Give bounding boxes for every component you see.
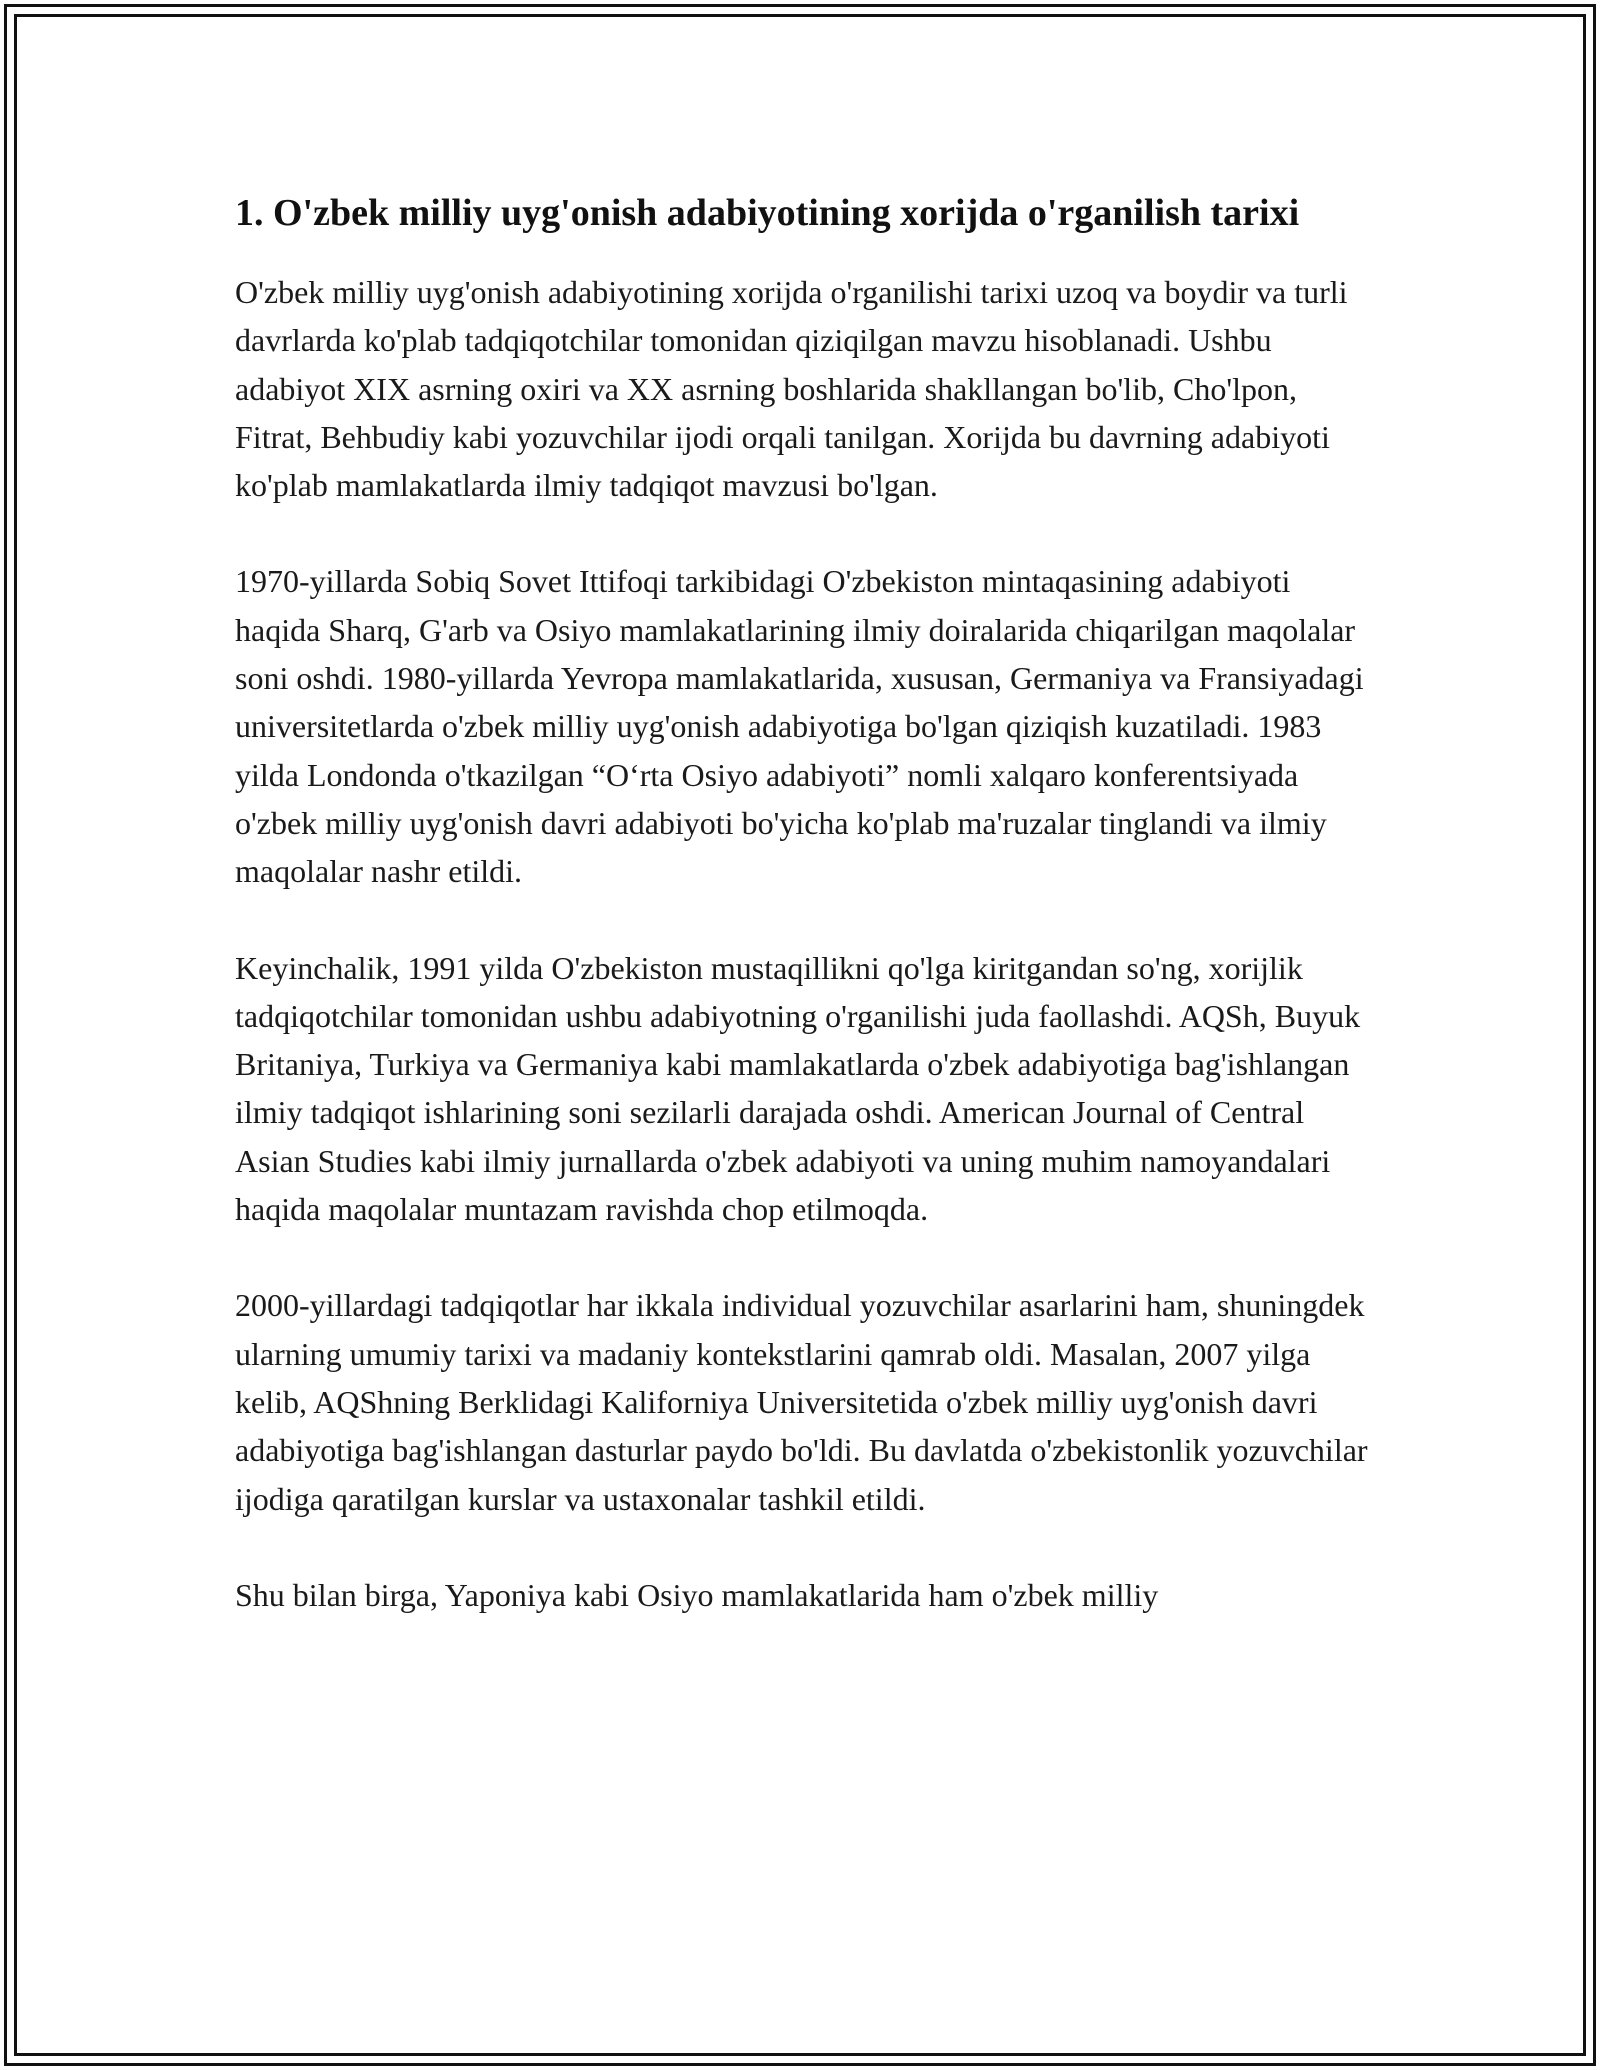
section-heading: 1. O'zbek milliy uyg'onish adabiyotining xorijda o'rganilish tarixi bbox=[235, 192, 1300, 234]
paragraph-1: O'zbek milliy uyg'onish adabiyotining xorijda o'rganilishi tarixi uzoq va boydir va turli davrlarda ko'plab tadqiqotchilar tomonidan qiziqilgan mavzu hisoblanadi. Ushbu adabiyot XIX asrning oxiri va XX asrning boshlarida shakllangan bo'lib, Cho'lpon, Fitrat, Behbudiy kabi yozuvchilar ijodi orqali tanilgan. Xorijda bu davrning adabiyoti ko'plab mamlakatlarda ilmiy tadqiqot mavzusi bo'lgan. bbox=[235, 274, 1348, 504]
paragraph-2: 1970-yillarda Sobiq Sovet Ittifoqi tarkibidagi O'zbekiston mintaqasining adabiyoti haqida Sharq, G'arb va Osiyo mamlakatlarining ilmiy doiralarida chiqarilgan maqolalar soni oshdi. 1980-yillarda Yevropa mamlakatlarida, xususan, Germaniya va Fransiyadagi universitetlarda o'zbek milliy uyg'onish adabiyotiga bo'lgan qiziqish kuzatiladi. 1983 yilda Londonda o'tkazilgan “O‘rta Osiyo adabiyoti” nomli xalqaro konferentsiyada o'zbek milliy uyg'onish davri adabiyoti bo'yicha ko'plab ma'ruzalar tinglandi va ilmiy maqolalar nashr etildi. bbox=[235, 563, 1364, 890]
paragraph-5: Shu bilan birga, Yaponiya kabi Osiyo mamlakatlarida ham o'zbek milliy bbox=[235, 1576, 1159, 1613]
paragraph-4: 2000-yillardagi tadqiqotlar har ikkala individual yozuvchilar asarlarini ham, shuningdek ularning umumiy tarixi va madaniy kontekstlarini qamrab oldi. Masalan, 2007 yilga kelib, AQShning Berklidagi Kaliforniya Universitetida o'zbek milliy uyg'onish davri adabiyotiga bag'ishlangan dasturlar paydo bo'ldi. Bu davlatda o'zbekistonlik yozuvchilar ijodiga qaratilgan kurslar va ustaxonalar tashkil etildi. bbox=[235, 1287, 1368, 1517]
document-body bbox=[235, 186, 1370, 1667]
paragraph-3: Keyinchalik, 1991 yilda O'zbekiston mustaqillikni qo'lga kiritgandan so'ng, xorijlik tadqiqotchilar tomonidan ushbu adabiyotning o'rganilishi juda faollashdi. AQSh, Buyuk Britaniya, Turkiya va Germaniya kabi mamlakatlarda o'zbek adabiyotiga bag'ishlangan ilmiy tadqiqot ishlarining soni sezilarli darajada oshdi. American Journal of Central Asian Studies kabi ilmiy jurnallarda o'zbek adabiyoti va uning muhim namoyandalari haqida maqolalar muntazam ravishda chop etilmoqda. bbox=[235, 949, 1361, 1228]
